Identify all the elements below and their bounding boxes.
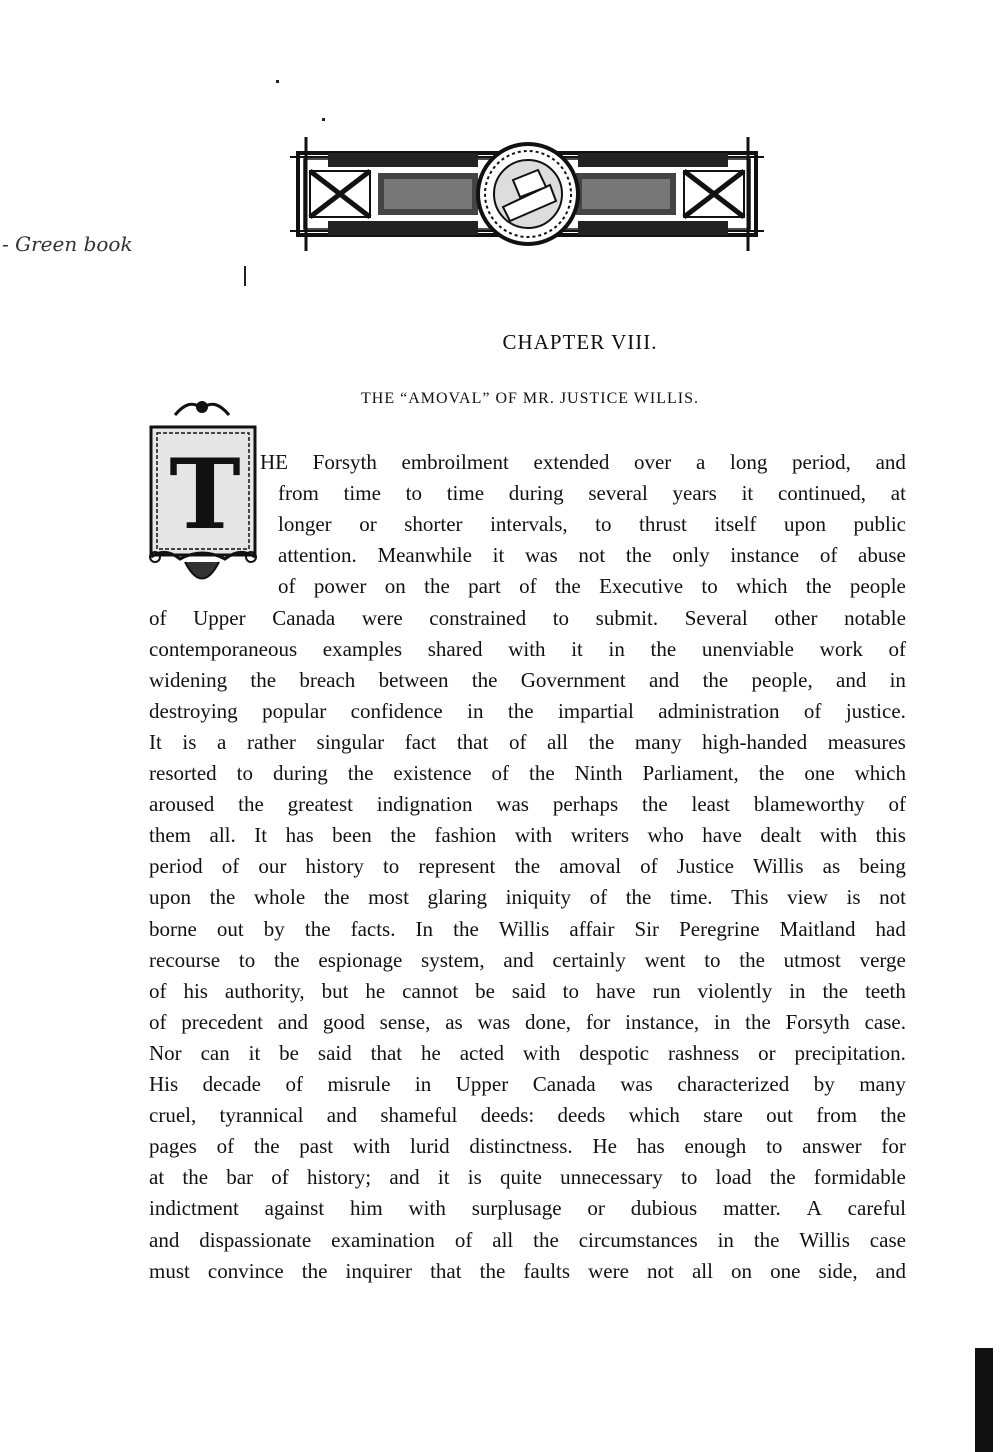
- text-line: at the bar of history; and it is quite unnecessary to load the formidable: [149, 1165, 906, 1190]
- text-line: and dispassionate examination of all the circumstances in the Willis case: [149, 1227, 906, 1252]
- text-line: Nor can it be said that he acted with despotic rashness or precipitation.: [149, 1040, 906, 1065]
- drop-cap-letter: T: [169, 438, 241, 551]
- text-line: must convince the inquirer that the faults were not all on one side, and: [149, 1258, 906, 1283]
- text-line: borne out by the facts. In the Willis affair Sir Peregrine Maitland had: [149, 916, 906, 941]
- text-line: destroying popular confidence in the impartial administration of justice.: [149, 698, 906, 723]
- stray-mark: [322, 118, 325, 121]
- text-line: of his authority, but he cannot be said to have run violently in the teeth: [149, 978, 906, 1003]
- page-edge-mark: [975, 1348, 993, 1452]
- text-line: of Upper Canada were constrained to submit. Several other notable: [149, 605, 906, 630]
- text-line: widening the breach between the Government and the people, and in: [149, 667, 906, 692]
- text-line: pages of the past with lurid distinctness. He has enough to answer for: [149, 1134, 906, 1159]
- text-line: longer or shorter intervals, to thrust itself upon public: [278, 512, 906, 537]
- chapter-subtitle: THE “AMOVAL” OF MR. JUSTICE WILLIS.: [361, 390, 699, 407]
- text-line: cruel, tyrannical and shameful deeds: deeds which stare out from the: [149, 1103, 906, 1128]
- text-line: contemporaneous examples shared with it in the unenviable work of: [149, 636, 906, 661]
- text-line: resorted to during the existence of the Ninth Parliament, the one which: [149, 761, 906, 785]
- text-line: period of our history to represent the amoval of Justice Willis as being: [149, 854, 906, 879]
- text-line: attention. Meanwhile it was not the only instance of abuse: [278, 543, 906, 568]
- text-line: them all. It has been the fashion with writers who have dealt with this: [149, 823, 906, 848]
- stray-mark: [276, 80, 279, 83]
- text-line: aroused the greatest indignation was perhaps the least blameworthy of: [149, 792, 906, 817]
- text-line: His decade of misrule in Upper Canada was characterized by many: [149, 1072, 906, 1096]
- text-line: HE Forsyth embroilment extended over a long period, and: [260, 450, 906, 474]
- stray-mark: [244, 266, 246, 286]
- text-line: indictment against him with surplusage or dubious matter. A careful: [149, 1196, 906, 1221]
- chapter-heading: CHAPTER VIII.: [502, 330, 658, 354]
- text-line: of precedent and good sense, as was done, for instance, in the Forsyth case.: [149, 1009, 906, 1034]
- text-line: of power on the part of the Executive to which the people: [278, 574, 906, 599]
- text-line: recourse to the espionage system, and certainly went to the utmost verge: [149, 947, 906, 972]
- text-line: upon the whole the most glaring iniquity of the time. This view is not: [149, 885, 906, 910]
- handwritten-margin-note: - Green book: [2, 232, 133, 256]
- text-line: from time to time during several years it continued, at: [278, 481, 906, 506]
- decorative-headpiece: [288, 135, 766, 253]
- text-line: It is a rather singular fact that of all the many high-handed measures: [149, 729, 906, 754]
